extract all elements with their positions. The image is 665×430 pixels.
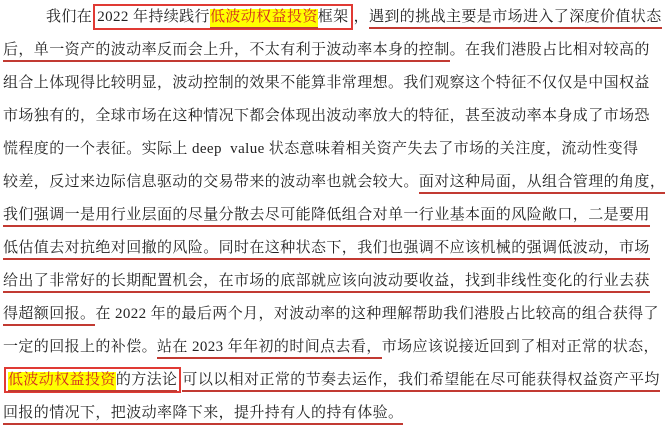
- text-group: [3, 141, 638, 157]
- text-line-8: [3, 232, 650, 265]
- underlined-text: 的方法论: [116, 372, 178, 392]
- red-box-annotation: [4, 367, 181, 393]
- text-segment: ，: [353, 9, 369, 25]
- underlined-text: 遇到的挑战主要是市场进入了深度价值状态: [369, 9, 662, 29]
- text-segment: 市场独有的，全球市场在这种情况下都会体现出波动率放大的特征，甚至波动率本身成了市场恐: [3, 108, 650, 124]
- highlighted-term: 低波动权益投资: [210, 9, 318, 29]
- text-group: [3, 207, 650, 227]
- text-segment: 2022 年持续践行: [97, 9, 210, 25]
- text-line-10: [3, 298, 659, 331]
- underlined-text: 低估值去对抗绝对回撤的风险。同时在这种状态下，我们也强调不应该机械的强调低波动，市场: [3, 240, 650, 260]
- paragraph-body: [3, 1, 665, 430]
- text-segment: 。在我们港股占比相对较高的: [449, 42, 650, 58]
- underlined-text: 面对这种局面，从组合管理的角度，: [419, 174, 665, 194]
- text-segment: 慌程度的一个表征。实际上 deep value 状态意味着相关资产失去了市场的关注度，流动性变得: [3, 141, 639, 157]
- text-group: [3, 174, 665, 194]
- text-line-4: [3, 100, 650, 133]
- text-group: [354, 9, 662, 29]
- highlighted-term: 低波动权益投资: [8, 372, 116, 392]
- text-group: [46, 9, 92, 25]
- text-group: [182, 372, 659, 392]
- text-line-9: [3, 265, 650, 298]
- red-box-annotation: [93, 4, 352, 30]
- text-segment: 我们在: [46, 9, 93, 25]
- text-line-2: [3, 34, 650, 67]
- text-line-1: [3, 1, 662, 34]
- text-segment: 一定的回报上的补偿。: [3, 339, 158, 355]
- underlined-text: 站在 2023 年年初的时间点去看，: [157, 339, 382, 359]
- text-group: [3, 240, 650, 260]
- text-group: [3, 108, 650, 124]
- text-group: [3, 273, 650, 293]
- text-segment: 框架: [317, 9, 349, 25]
- text-segment: 市场应该说接近回到了相对正常的状态，: [381, 339, 659, 355]
- underlined-text: 我们强调一是用行业层面的尽量分散去尽可能降低组合对单一行业基本面的风险敞口，二是要用: [3, 207, 650, 227]
- text-line-11: [3, 331, 659, 364]
- text-line-3: [3, 67, 650, 100]
- text-segment: 在 2022 年的最后两个月，对波动率的这种理解帮助我们港股占比较高的组合获得了: [95, 306, 659, 322]
- underlined-text: 可以以相对正常的节奏去运作，我们希望能在尽可能获得权益资产平均: [182, 372, 659, 392]
- text-group: [3, 306, 659, 326]
- text-group: [3, 339, 659, 359]
- underlined-text: 给出了非常好的长期配置机会，在市场的底部就应该向波动要收益，找到非线性变化的行业去获: [3, 273, 650, 293]
- text-line-13: [3, 397, 639, 430]
- underlined-text: 得超额回报。: [3, 306, 95, 326]
- text-line-12: [3, 364, 660, 397]
- text-group: [3, 42, 650, 62]
- text-group: [3, 75, 650, 91]
- text-line-6: [3, 166, 665, 199]
- text-segment: 组合上体现得比较明显，波动控制的效果不能算非常理想。我们观察这个特征不仅仅是中国权益: [3, 75, 650, 91]
- underlined-text: 回报的情况下，把波动率降下来，提升持有人的持有体验。: [3, 405, 403, 425]
- text-group: [3, 405, 403, 425]
- underlined-text: 后，单一资产的波动率反而会上升，不太有利于波动率本身的控制: [3, 42, 450, 62]
- text-segment: 较差，反过来边际信息驱动的交易带来的波动率也就会较大。: [3, 174, 419, 190]
- text-line-7: [3, 199, 650, 232]
- text-line-5: [3, 133, 639, 166]
